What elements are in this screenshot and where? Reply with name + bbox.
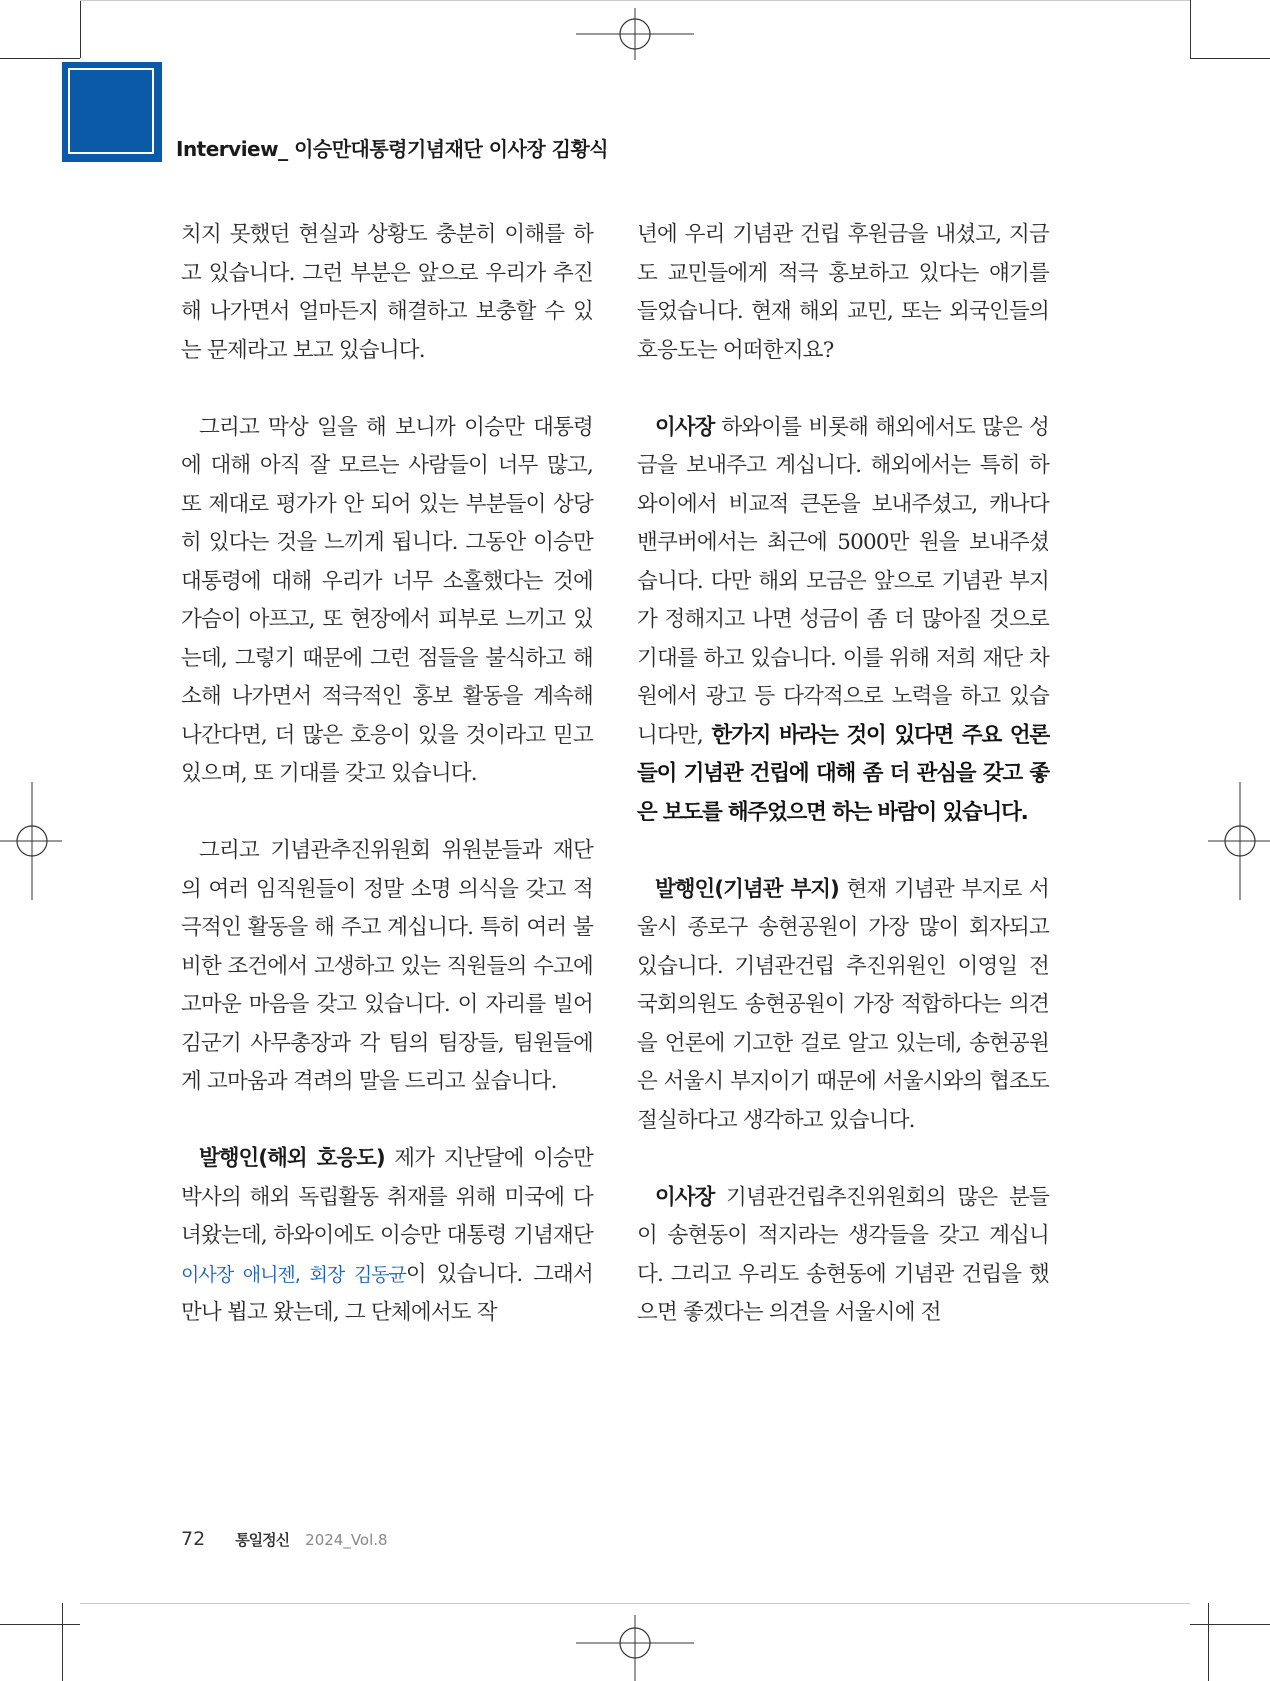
paragraph: 그리고 막상 일을 해 보니까 이승만 대통령에 대해 아직 잘 모르는 사람들이 너무 많고, 또 제대로 평가가 안 되어 있는 부분들이 상당히 있다는 것을 느끼게 됩니다. 그동안 이승만 대통령에 대해 우리가 너무 소홀했다는 것에 가슴이 아프고, 또 현장에서 피부로 느끼고 있는데, 그렇기 때문에 그런 점들을 불식하고 해소해 나가면서 적극적인 홍보 활동을 계속해 나간다면, 더 많은 호응이 있을 것이라고 믿고 있으며, 또 기대를 갖고 있습니다.	[181, 414, 593, 786]
paragraph-text: 제가 지난달에 이승만 박사의 해외 독립활동 취재를 위해 미국에 다녀왔는데, 하와이에도 이승만 대통령 기념재단	[181, 1146, 593, 1248]
annotation-text: 이사장 애니젠, 회장 김동균	[181, 1263, 406, 1286]
page-edge-bottom	[80, 1603, 1190, 1604]
registration-mark-left-icon	[0, 782, 62, 900]
paragraph: 치지 못했던 현실과 상황도 충분히 이해를 하고 있습니다. 그런 부분은 앞으로 우리가 추진해 나가면서 얼마든지 해결하고 보충할 수 있는 문제라고 보고 있습니다.	[181, 222, 593, 363]
crop-mark-bottom-left-h	[0, 1624, 80, 1625]
speaker-label: 발행인(기념관 부지)	[655, 876, 839, 902]
registration-mark-bottom-icon	[576, 1615, 694, 1681]
crop-mark-top-left-h	[0, 58, 80, 59]
crop-mark-top-left-v	[80, 0, 81, 58]
page-footer	[181, 1528, 388, 1550]
paragraph	[637, 871, 1049, 1141]
crop-mark-bottom-right-h	[1190, 1624, 1270, 1625]
registration-mark-top-icon	[576, 8, 694, 60]
paragraph-text: 기념관건립추진위원회의 많은 분들이 송현동이 적지라는 생각들을 갖고 계십니다. 그리고 우리도 송현동에 기념관 건립을 했으면 좋겠다는 의견을 서울시에 전	[637, 1184, 1049, 1325]
page-number: 72	[181, 1528, 206, 1550]
paragraph-text: 하와이를 비롯해 해외에서도 많은 성금을 보내주고 계십니다. 해외에서는 특히 하와이에서 비교적 큰돈을 보내주셨고, 캐나다 밴쿠버에서는 최근에 5000만 원을 보내주셨습니다. 다만 해외 모금은 앞으로 기념관 부지가 정해지고 나면 성금이 좀 더 많아질 것으로 기대를 하고 있습니다. 이를 위해 저희 재단 차원에서 광고 등 다각적으로 노력을 하고 있습니다만,	[637, 414, 1049, 748]
crop-mark-bottom-left-v	[62, 1603, 63, 1681]
emphasis-text: 한가지 바라는 것이 있다면 주요 언론들이 기념관 건립에 대해 좀 더 관심을 갖고 좋은 보도를 해주었으면 하는 바람이 있습니다.	[637, 722, 1049, 825]
paragraph: 년에 우리 기념관 건립 후원금을 내셨고, 지금도 교민들에게 적극 홍보하고 있다는 얘기를 들었습니다. 현재 해외 교민, 또는 외국인들의 호응도는 어떠한지요?	[637, 222, 1049, 363]
speaker-label: 이사장	[655, 414, 715, 440]
speaker-label: 이사장	[655, 1184, 715, 1210]
article-column-right	[637, 216, 1049, 1371]
paragraph	[637, 409, 1049, 833]
registration-mark-right-icon	[1208, 782, 1270, 900]
speaker-label: 발행인(해외 호응도)	[199, 1146, 385, 1171]
crop-mark-top-right-h	[1190, 58, 1270, 59]
issue-label: 2024_Vol.8	[305, 1531, 388, 1549]
article-column-left	[181, 216, 593, 1371]
paragraph	[637, 1179, 1049, 1333]
magazine-logo: 통일정신	[235, 1531, 290, 1549]
crop-mark-bottom-right-v	[1208, 1603, 1209, 1681]
page-edge-top	[80, 0, 1190, 1]
section-badge-frame	[68, 68, 154, 154]
crop-mark-top-right-v	[1190, 0, 1191, 58]
paragraph-text: 현재 기념관 부지로 서울시 종로구 송현공원이 가장 많이 회자되고 있습니다. 기념관건립 추진위원인 이영일 전 국회의원도 송현공원이 가장 적합하다는 의견을 언론에 기고한 걸로 알고 있는데, 송현공원은 서울시 부지이기 때문에 서울시와의 협조도 절실하다고 생각하고 있습니다.	[637, 876, 1049, 1133]
page-header-title: Interview_ 이승만대통령기념재단 이사장 김황식	[176, 137, 609, 161]
paragraph-text: 이 있습니다. 그래서 만나 뵙고 왔는데, 그 단체에서도 작	[181, 1261, 593, 1325]
paragraph	[181, 1140, 593, 1333]
paragraph: 그리고 기념관추진위원회 위원분들과 재단의 여러 임직원들이 정말 소명 의식을 갖고 적극적인 활동을 해 주고 계십니다. 특히 여러 불비한 조건에서 고생하고 있는 직원들의 수고에 고마운 마음을 갖고 있습니다. 이 자리를 빌어 김군기 사무총장과 각 팀의 팀장들, 팀원들에게 고마움과 격려의 말을 드리고 싶습니다.	[181, 838, 593, 1094]
